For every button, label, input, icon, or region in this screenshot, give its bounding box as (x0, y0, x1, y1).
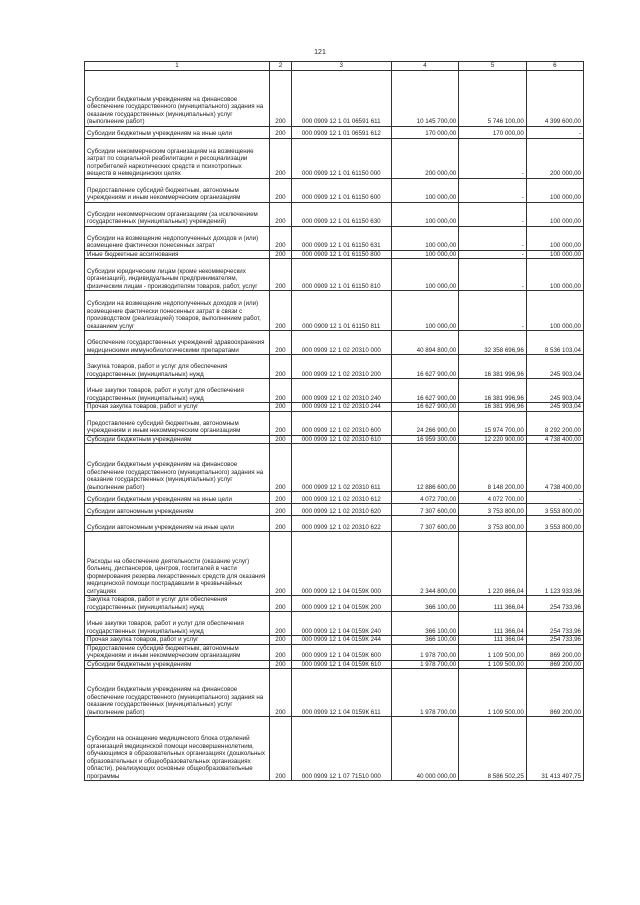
row-budget-code-cell: 000 0909 12 1 02 20310 622 (291, 516, 391, 532)
row-remainder-value-cell: 3 553 800,00 (526, 516, 583, 532)
row-line-code-cell: 200 (270, 178, 292, 202)
row-name-cell: Субсидии бюджетным учреждениям (85, 435, 270, 444)
table-row (85, 403, 584, 412)
row-remainder-value-cell: 254 733,96 (526, 636, 583, 645)
row-approved-value-cell: 40 894 800,00 (391, 331, 459, 355)
row-name-cell: Закупка товаров, работ и услуг для обеспечения государственных (муниципальных) нужд (85, 355, 270, 379)
row-remainder-value-cell: 3 553 800,00 (526, 504, 583, 516)
row-line-code-cell: 200 (270, 644, 292, 660)
row-budget-code-cell: 000 0909 12 1 01 06591 611 (291, 70, 391, 126)
table-row (85, 126, 584, 138)
row-line-code-cell: 200 (270, 669, 292, 717)
row-budget-code-cell: 000 0909 12 1 01 06591 612 (291, 126, 391, 138)
row-executed-value-cell: 111 366,04 (459, 596, 527, 612)
table-row (85, 355, 584, 379)
row-name-cell: Субсидии бюджетным учреждениям на финансовое обеспечение государственного (муниципального) задания на оказание государственных (муниципальных) услуг (выполнение работ) (85, 70, 270, 126)
row-approved-value-cell: 16 627 900,00 (391, 403, 459, 412)
column-header-3: 3 (291, 62, 391, 71)
row-approved-value-cell: 1 978 700,00 (391, 669, 459, 717)
row-name-cell: Иные закупки товаров, работ и услуг для обеспечения государственных (муниципальных) нужд (85, 379, 270, 403)
row-approved-value-cell: 366 100,00 (391, 636, 459, 645)
column-number-row (85, 62, 584, 71)
row-name-cell: Предоставление субсидий бюджетным, автономным учреждениям и иным некоммерческим организациям (85, 178, 270, 202)
row-remainder-value-cell: 245 903,04 (526, 355, 583, 379)
row-executed-value-cell: 8 148 200,00 (459, 444, 527, 492)
row-name-cell: Прочая закупка товаров, работ и услуг (85, 403, 270, 412)
row-approved-value-cell: 7 307 600,00 (391, 504, 459, 516)
row-executed-value-cell: 16 381 996,96 (459, 355, 527, 379)
row-remainder-value-cell: 100 000,00 (526, 202, 583, 226)
row-approved-value-cell: 366 100,00 (391, 596, 459, 612)
row-executed-value-cell: 32 358 696,96 (459, 331, 527, 355)
row-name-cell: Расходы на обеспечение деятельности (оказание услуг) больниц, диспансеров, центров, госпиталей в части формирования резерва лекарственных средств для оказания медицинской помощи пострадавшим в чрезвычайных ситуациях (85, 532, 270, 596)
row-approved-value-cell: 200 000,00 (391, 138, 459, 178)
row-name-cell: Субсидии бюджетным учреждениям на иные цели (85, 492, 270, 504)
table-row (85, 516, 584, 532)
column-header-4: 4 (391, 62, 459, 71)
row-remainder-value-cell: 8 536 103,04 (526, 331, 583, 355)
row-budget-code-cell: 000 0909 12 1 01 61150 631 (291, 226, 391, 250)
row-remainder-value-cell: 100 000,00 (526, 178, 583, 202)
row-executed-value-cell: - (459, 178, 527, 202)
row-line-code-cell: 200 (270, 126, 292, 138)
row-budget-code-cell: 000 0909 12 1 07 71510 000 (291, 717, 391, 781)
row-approved-value-cell: 10 145 700,00 (391, 70, 459, 126)
row-approved-value-cell: 170 000,00 (391, 126, 459, 138)
row-remainder-value-cell: 869 200,00 (526, 669, 583, 717)
table-row (85, 660, 584, 669)
row-executed-value-cell: 111 366,04 (459, 636, 527, 645)
row-executed-value-cell: 16 381 996,96 (459, 379, 527, 403)
row-line-code-cell: 200 (270, 379, 292, 403)
row-remainder-value-cell: 1 123 933,96 (526, 532, 583, 596)
table-row (85, 636, 584, 645)
row-name-cell: Закупка товаров, работ и услуг для обеспечения государственных (муниципальных) нужд (85, 596, 270, 612)
row-line-code-cell: 200 (270, 291, 292, 331)
row-line-code-cell: 200 (270, 226, 292, 250)
row-approved-value-cell: 7 307 600,00 (391, 516, 459, 532)
row-line-code-cell: 200 (270, 411, 292, 435)
row-name-cell: Субсидии автономным учреждениям (85, 504, 270, 516)
table-row (85, 379, 584, 403)
row-approved-value-cell: 100 000,00 (391, 250, 459, 259)
row-executed-value-cell: 1 109 500,00 (459, 660, 527, 669)
budget-table-body (85, 62, 584, 781)
table-row (85, 644, 584, 660)
row-line-code-cell: 200 (270, 331, 292, 355)
row-approved-value-cell: 1 978 700,00 (391, 660, 459, 669)
row-executed-value-cell: 1 220 866,04 (459, 532, 527, 596)
row-budget-code-cell: 000 0909 12 1 04 0159К 240 (291, 612, 391, 636)
row-executed-value-cell: 4 072 700,00 (459, 492, 527, 504)
row-line-code-cell: 200 (270, 492, 292, 504)
row-name-cell: Предоставление субсидий бюджетным, автономным учреждениям и иным некоммерческим организациям (85, 644, 270, 660)
row-line-code-cell: 200 (270, 355, 292, 379)
row-remainder-value-cell: 100 000,00 (526, 291, 583, 331)
row-line-code-cell: 200 (270, 259, 292, 291)
row-name-cell: Прочая закупка товаров, работ и услуг (85, 636, 270, 645)
row-remainder-value-cell: 245 903,04 (526, 379, 583, 403)
column-header-5: 5 (459, 62, 527, 71)
row-name-cell: Предоставление субсидий бюджетным, автономным учреждениям и иным некоммерческим организациям (85, 411, 270, 435)
row-line-code-cell: 200 (270, 70, 292, 126)
row-budget-code-cell: 000 0909 12 1 01 61150 000 (291, 138, 391, 178)
row-remainder-value-cell: 100 000,00 (526, 259, 583, 291)
row-budget-code-cell: 000 0909 12 1 02 20310 612 (291, 492, 391, 504)
table-row (85, 596, 584, 612)
row-line-code-cell: 200 (270, 717, 292, 781)
row-budget-code-cell: 000 0909 12 1 02 20310 610 (291, 435, 391, 444)
table-row (85, 70, 584, 126)
row-executed-value-cell: 15 974 700,00 (459, 411, 527, 435)
row-remainder-value-cell: 8 292 200,00 (526, 411, 583, 435)
row-approved-value-cell: 16 627 900,00 (391, 355, 459, 379)
row-line-code-cell: 200 (270, 435, 292, 444)
row-name-cell: Субсидии автономным учреждениям на иные цели (85, 516, 270, 532)
row-executed-value-cell: 3 753 800,00 (459, 504, 527, 516)
row-remainder-value-cell: 869 200,00 (526, 660, 583, 669)
table-row (85, 250, 584, 259)
row-executed-value-cell: 170 000,00 (459, 126, 527, 138)
column-header-6: 6 (526, 62, 583, 71)
row-remainder-value-cell: - (526, 126, 583, 138)
row-name-cell: Субсидии бюджетным учреждениям на иные цели (85, 126, 270, 138)
budget-table (84, 61, 584, 781)
row-name-cell: Субсидии на оснащение медицинского блока отделений организаций медицинской помощи несовершеннолетним, обучающимся в образовательных организациях (дошкольных образовательных и общеобразовательных организациях области), реализующих основные общеобразовательные программы (85, 717, 270, 781)
row-executed-value-cell: 3 753 800,00 (459, 516, 527, 532)
row-name-cell: Субсидии бюджетным учреждениям на финансовое обеспечение государственного (муниципального) задания на оказание государственных (муниципальных) услуг (выполнение работ) (85, 669, 270, 717)
row-approved-value-cell: 366 100,00 (391, 612, 459, 636)
row-executed-value-cell: 1 109 500,00 (459, 669, 527, 717)
column-header-2: 2 (270, 62, 292, 71)
row-budget-code-cell: 000 0909 12 1 01 61150 630 (291, 202, 391, 226)
row-executed-value-cell: - (459, 202, 527, 226)
row-remainder-value-cell: 254 733,96 (526, 612, 583, 636)
row-name-cell: Субсидии юридическим лицам (кроме некоммерческих организаций), индивидуальным предпринимателям, физическим лицам - производителям товаров, работ, услуг (85, 259, 270, 291)
row-remainder-value-cell: 245 903,04 (526, 403, 583, 412)
row-approved-value-cell: 100 000,00 (391, 202, 459, 226)
row-executed-value-cell: - (459, 250, 527, 259)
row-budget-code-cell: 000 0909 12 1 02 20310 200 (291, 355, 391, 379)
table-row (85, 226, 584, 250)
row-budget-code-cell: 000 0909 12 1 02 20310 244 (291, 403, 391, 412)
row-name-cell: Субсидии на возмещение недополученных доходов и (или) возмещение фактически понесенных затрат (85, 226, 270, 250)
row-line-code-cell: 200 (270, 403, 292, 412)
row-approved-value-cell: 40 000 000,00 (391, 717, 459, 781)
row-executed-value-cell: 16 381 996,96 (459, 403, 527, 412)
row-line-code-cell: 200 (270, 138, 292, 178)
row-remainder-value-cell: 4 738 400,00 (526, 444, 583, 492)
row-name-cell: Субсидии на возмещение недополученных доходов и (или) возмещение фактически понесенных затрат в связи с производством (реализацией) товаров, выполнением работ, оказанием услуг (85, 291, 270, 331)
row-budget-code-cell: 000 0909 12 1 01 61150 600 (291, 178, 391, 202)
row-line-code-cell: 200 (270, 660, 292, 669)
row-budget-code-cell: 000 0909 12 1 01 61150 810 (291, 259, 391, 291)
table-row (85, 532, 584, 596)
row-name-cell: Иные закупки товаров, работ и услуг для обеспечения государственных (муниципальных) нужд (85, 612, 270, 636)
row-remainder-value-cell: 31 413 497,75 (526, 717, 583, 781)
row-budget-code-cell: 000 0909 12 1 01 61150 800 (291, 250, 391, 259)
row-approved-value-cell: 100 000,00 (391, 226, 459, 250)
row-line-code-cell: 200 (270, 516, 292, 532)
table-row (85, 331, 584, 355)
row-budget-code-cell: 000 0909 12 1 02 20310 000 (291, 331, 391, 355)
row-budget-code-cell: 000 0909 12 1 04 0159К 000 (291, 532, 391, 596)
row-approved-value-cell: 1 978 700,00 (391, 644, 459, 660)
table-row (85, 669, 584, 717)
table-row (85, 202, 584, 226)
row-budget-code-cell: 000 0909 12 1 01 61150 811 (291, 291, 391, 331)
row-line-code-cell: 200 (270, 636, 292, 645)
table-row (85, 291, 584, 331)
row-executed-value-cell: - (459, 259, 527, 291)
row-line-code-cell: 200 (270, 532, 292, 596)
row-name-cell: Субсидии бюджетным учреждениям (85, 660, 270, 669)
table-row (85, 717, 584, 781)
row-executed-value-cell: - (459, 291, 527, 331)
row-name-cell: Субсидии бюджетным учреждениям на финансовое обеспечение государственного (муниципального) задания на оказание государственных (муниципальных) услуг (выполнение работ) (85, 444, 270, 492)
row-approved-value-cell: 100 000,00 (391, 291, 459, 331)
row-line-code-cell: 200 (270, 596, 292, 612)
row-approved-value-cell: 16 959 300,00 (391, 435, 459, 444)
row-name-cell: Обеспечение государственных учреждений здравоохранения медицинскими иммунобиологическими препаратами (85, 331, 270, 355)
row-approved-value-cell: 24 266 900,00 (391, 411, 459, 435)
row-budget-code-cell: 000 0909 12 1 02 20310 620 (291, 504, 391, 516)
row-approved-value-cell: 100 000,00 (391, 259, 459, 291)
row-executed-value-cell: - (459, 226, 527, 250)
row-line-code-cell: 200 (270, 250, 292, 259)
row-executed-value-cell: 8 586 502,25 (459, 717, 527, 781)
row-name-cell: Субсидии некоммерческим организациям на возмещение затрат по социальной реабилитации и ресоциализации потребителей наркотических средств и психотропных веществ в немедицинских целях (85, 138, 270, 178)
row-line-code-cell: 200 (270, 612, 292, 636)
row-budget-code-cell: 000 0909 12 1 04 0159К 611 (291, 669, 391, 717)
table-row (85, 178, 584, 202)
row-line-code-cell: 200 (270, 444, 292, 492)
row-name-cell: Субсидии некоммерческим организациям (за исключением государственных (муниципальных) учреждений) (85, 202, 270, 226)
table-row (85, 259, 584, 291)
row-approved-value-cell: 100 000,00 (391, 178, 459, 202)
row-approved-value-cell: 4 072 700,00 (391, 492, 459, 504)
row-budget-code-cell: 000 0909 12 1 04 0159К 200 (291, 596, 391, 612)
row-name-cell: Иные бюджетные ассигнования (85, 250, 270, 259)
row-remainder-value-cell: 100 000,00 (526, 250, 583, 259)
table-row (85, 138, 584, 178)
table-row (85, 612, 584, 636)
table-row (85, 492, 584, 504)
row-executed-value-cell: 1 109 500,00 (459, 644, 527, 660)
row-line-code-cell: 200 (270, 504, 292, 516)
row-executed-value-cell: 12 220 900,00 (459, 435, 527, 444)
row-remainder-value-cell: 100 000,00 (526, 226, 583, 250)
table-row (85, 435, 584, 444)
column-header-1: 1 (85, 62, 270, 71)
row-budget-code-cell: 000 0909 12 1 04 0159К 600 (291, 644, 391, 660)
row-budget-code-cell: 000 0909 12 1 02 20310 600 (291, 411, 391, 435)
page-number: 121 (314, 49, 326, 56)
row-line-code-cell: 200 (270, 202, 292, 226)
row-approved-value-cell: 2 344 800,00 (391, 532, 459, 596)
row-approved-value-cell: 16 627 900,00 (391, 379, 459, 403)
row-budget-code-cell: 000 0909 12 1 04 0159К 610 (291, 660, 391, 669)
row-remainder-value-cell: 4 399 600,00 (526, 70, 583, 126)
row-executed-value-cell: 111 366,04 (459, 612, 527, 636)
row-executed-value-cell: - (459, 138, 527, 178)
row-remainder-value-cell: 200 000,00 (526, 138, 583, 178)
table-row (85, 444, 584, 492)
row-remainder-value-cell: 869 200,00 (526, 644, 583, 660)
row-budget-code-cell: 000 0909 12 1 02 20310 611 (291, 444, 391, 492)
row-budget-code-cell: 000 0909 12 1 02 20310 240 (291, 379, 391, 403)
row-executed-value-cell: 5 746 100,00 (459, 70, 527, 126)
row-remainder-value-cell: 254 733,96 (526, 596, 583, 612)
table-row (85, 504, 584, 516)
table-row (85, 411, 584, 435)
row-remainder-value-cell: - (526, 492, 583, 504)
row-remainder-value-cell: 4 738 400,00 (526, 435, 583, 444)
row-approved-value-cell: 12 886 600,00 (391, 444, 459, 492)
row-budget-code-cell: 000 0909 12 1 04 0159К 244 (291, 636, 391, 645)
